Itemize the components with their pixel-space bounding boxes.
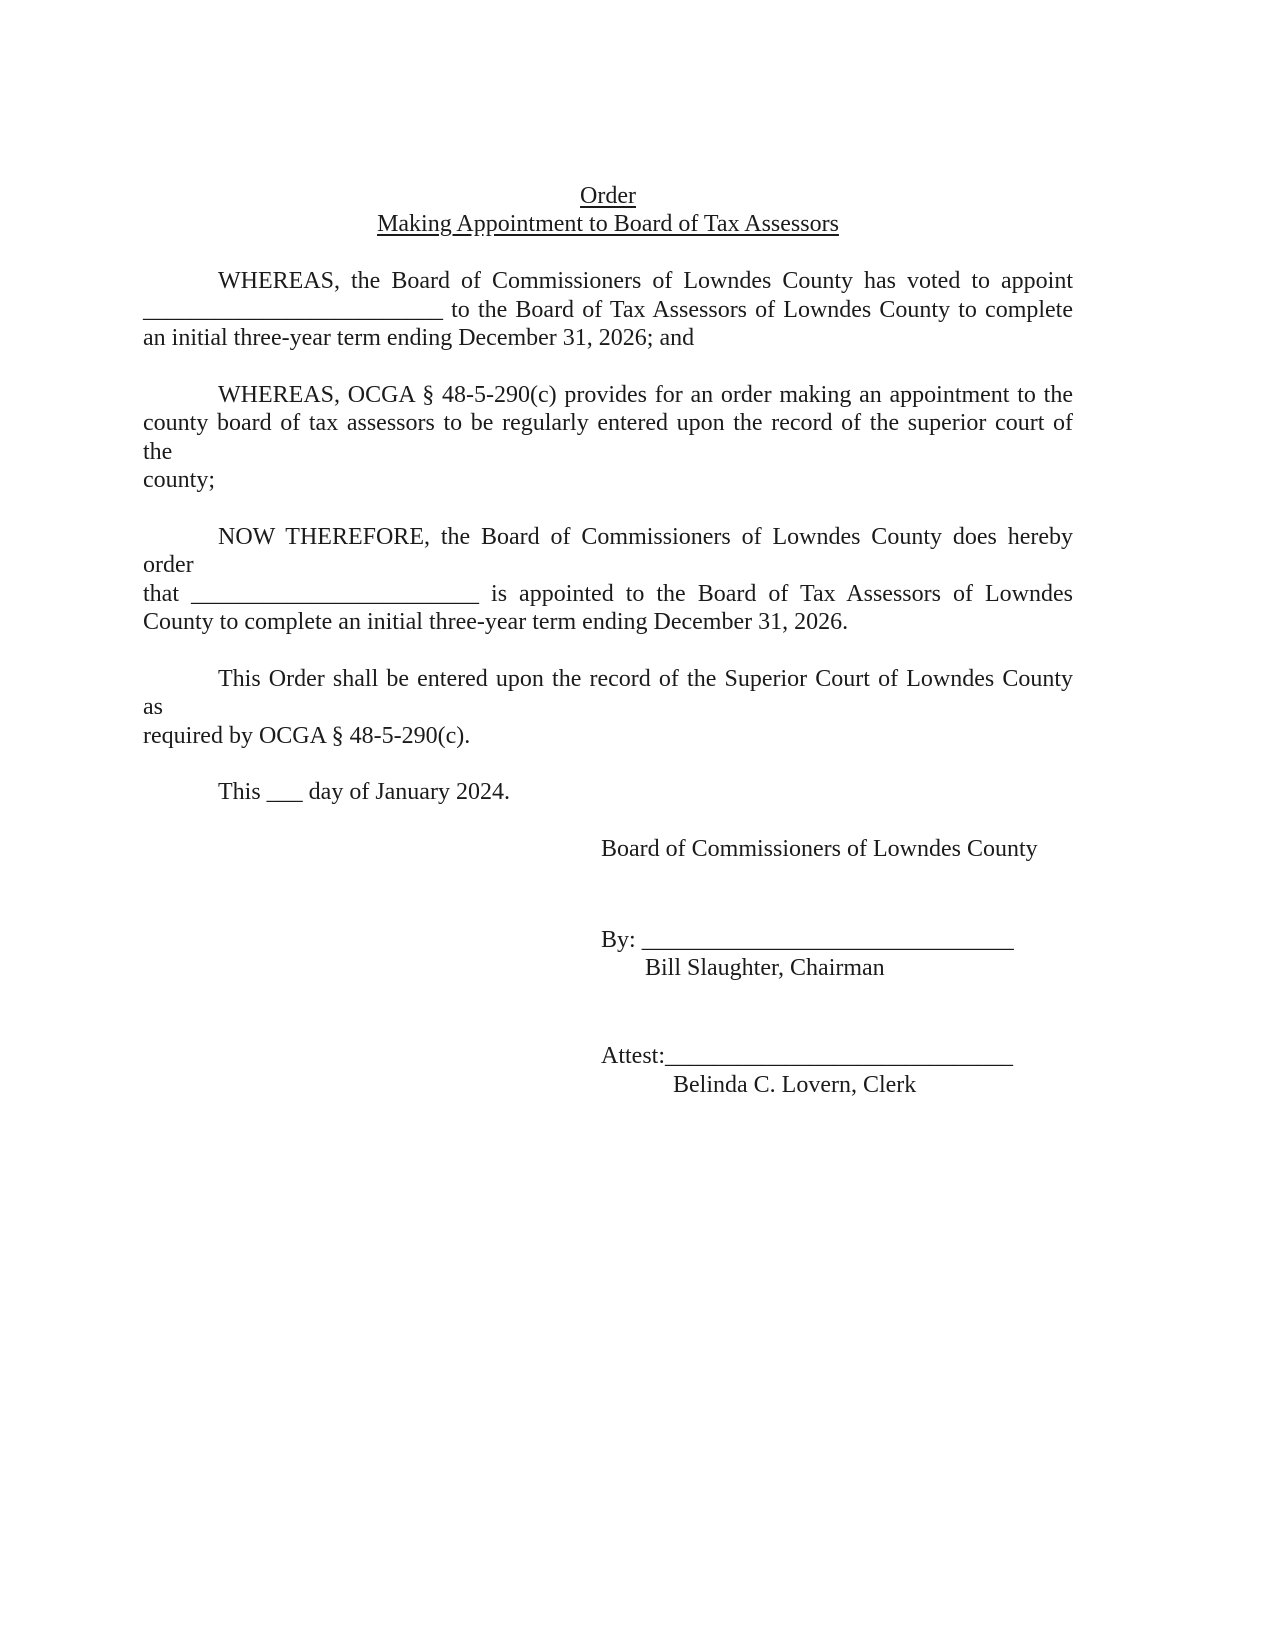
paragraph-line: WHEREAS, the Board of Commissioners of Lowndes County has voted to appoint [218, 268, 1073, 295]
paragraph-line: an initial three-year term ending December 31, 2026; and [143, 325, 695, 352]
paragraph-whereas-appointment [143, 267, 1073, 352]
by-label: By: [601, 926, 642, 953]
signature-attest-row [601, 1042, 1073, 1070]
paragraph-line: NOW THEREFORE, the Board of Commissioners of Lowndes County does hereby order [143, 523, 1073, 579]
signature-attest-name: Belinda C. Lovern, Clerk [673, 1071, 917, 1098]
paragraph-line: This Order shall be entered upon the record of the Superior Court of Lowndes County as [143, 665, 1073, 721]
paragraph-line: required by OCGA § 48-5-290(c). [143, 722, 471, 749]
title-line-order: Order [580, 183, 636, 209]
signature-block [601, 835, 1073, 1099]
date-line [143, 778, 1073, 806]
signature-by-name: Bill Slaughter, Chairman [645, 955, 885, 982]
document-title [143, 182, 1073, 239]
signature-by-row [601, 926, 1073, 954]
paragraph-line: county; [143, 467, 215, 494]
paragraph-line: WHEREAS, OCGA § 48-5-290(c) provides for an order making an appointment to the [218, 381, 1073, 408]
paragraph-now-therefore [143, 523, 1073, 637]
signature-organization: Board of Commissioners of Lowndes County [601, 836, 1038, 863]
attest-label: Attest: [601, 1043, 665, 1070]
title-line-subtitle: Making Appointment to Board of Tax Assessors [377, 211, 839, 238]
paragraph-line-with-blank: that ________________________ is appointed to the Board of Tax Assessors of Lowndes [143, 580, 1073, 607]
paragraph-order-entered [143, 665, 1073, 750]
paragraph-line-with-blank: _________________________ to the Board of Tax Assessors of Lowndes County to complete [143, 296, 1073, 323]
paragraph-line: county board of tax assessors to be regularly entered upon the record of the superior court of the [143, 410, 1073, 465]
attest-signature-line: _____________________________ [665, 1043, 1013, 1070]
paragraph-line: County to complete an initial three-year term ending December 31, 2026. [143, 609, 849, 636]
by-signature-line: _______________________________ [641, 926, 1014, 953]
date-line-text: This ___ day of January 2024. [218, 779, 510, 806]
paragraph-whereas-ocga [143, 381, 1073, 495]
